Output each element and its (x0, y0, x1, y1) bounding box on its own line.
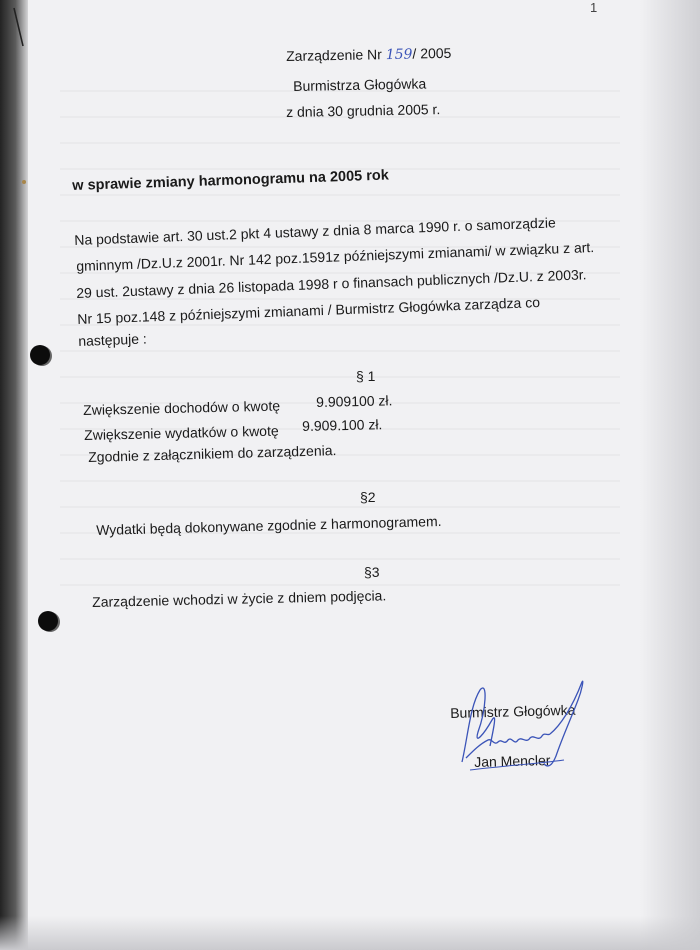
expense-label: Zwiększenie wydatków o kwotę (84, 422, 279, 443)
section-2-text: Wydatki będą dokonywane zgodnie z harmonogramem. (96, 512, 442, 538)
signature-name: Jan Mencler (474, 752, 551, 770)
preamble-line: Nr 15 poz.148 z późniejszymi zmianami / Burmistrz Głogówka zarządza co (77, 294, 541, 327)
scan-edge-right (640, 0, 700, 950)
ink-spot (22, 180, 26, 184)
signature-title: Burmistrz Głogówka (450, 701, 576, 721)
section-1-note: Zgodnie z załącznikiem do zarządzenia. (88, 442, 337, 465)
income-label: Zwiększenie dochodów o kwotę (83, 397, 281, 418)
handwritten-signature (440, 676, 600, 776)
subject-heading: w sprawie zmiany harmonogramu na 2005 rok (72, 167, 390, 194)
preamble-line: gminnym /Dz.U.z 2001r. Nr 142 poz.1591z późniejszymi zmianami/ w związku z art. (76, 239, 595, 274)
section-3-text: Zarządzenie wchodzi w życie z dniem podjęcia. (92, 587, 387, 610)
page-number: 1 (590, 0, 598, 15)
income-value: 9.909100 zł. (316, 392, 393, 410)
section-2-mark: §2 (360, 489, 376, 505)
header-date: z dnia 30 grudnia 2005 r. (286, 101, 441, 120)
header-title (286, 45, 452, 65)
expense-value: 9.909.100 zł. (302, 416, 383, 434)
signature-block (440, 676, 600, 776)
section-3-mark: §3 (364, 564, 380, 580)
title-suffix: / 2005 (412, 44, 452, 62)
punch-hole (30, 345, 50, 365)
title-prefix: Zarządzenie Nr (286, 46, 386, 64)
preamble-line: 29 ust. 2ustawy z dnia 26 listopada 1998 r o finansach publicznych /Dz.U. z 2003r. (76, 266, 587, 301)
header-issuer: Burmistrza Głogówka (293, 75, 427, 94)
section-1-mark: § 1 (356, 368, 376, 384)
pen-stroke-mark (12, 6, 26, 48)
preamble-line: następuje : (78, 330, 148, 349)
punch-hole (38, 611, 58, 631)
scan-edge-left (0, 0, 28, 950)
handwritten-number: 159 (385, 46, 413, 64)
preamble-line: Na podstawie art. 30 ust.2 pkt 4 ustawy z dnia 8 marca 1990 r. o samorządzie (74, 214, 556, 248)
scan-edge-bottom (0, 916, 700, 950)
